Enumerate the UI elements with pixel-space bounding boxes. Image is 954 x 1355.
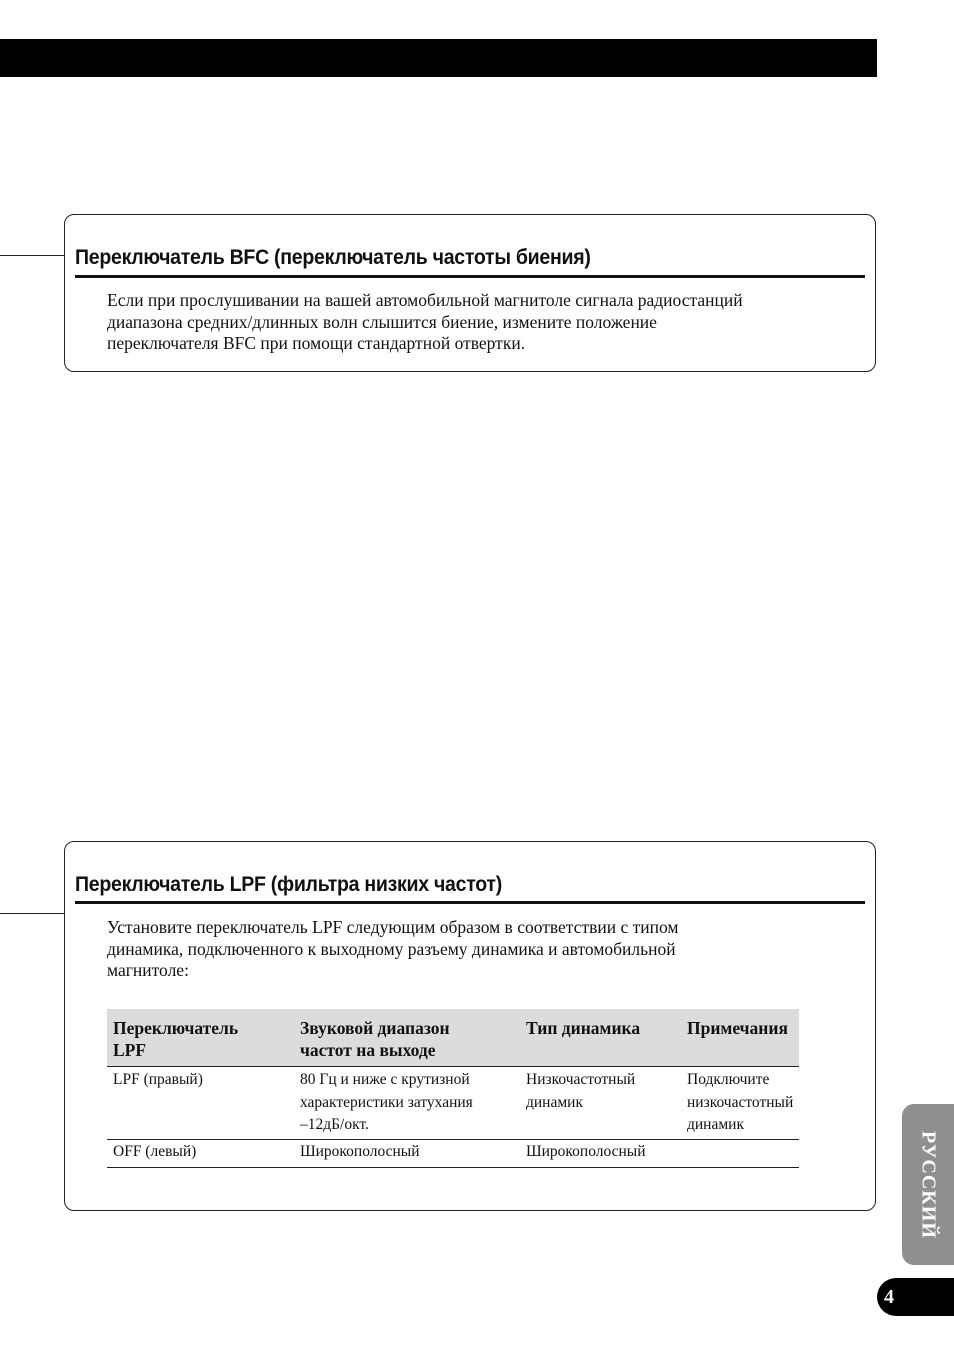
bfc-description [107,290,865,355]
text-line: Если при прослушивании на вашей автомобильной магнитоле сигнала радиостанций [107,290,743,310]
column-header-speaker-type: Тип динамика [520,1009,681,1067]
cell-notes: Подключите низкочастотный динамик [681,1067,799,1140]
cell-switch: LPF (правый) [107,1067,294,1140]
text-line: переключателя BFC при помощи стандартной отвертки. [107,333,526,353]
lpf-switch-section [64,841,876,1211]
page-number-tab [877,1278,954,1316]
cell-speaker-type: Низкочастотный динамик [520,1067,681,1140]
lpf-section-title: Переключатель LPF (фильтра низких частот) [75,873,502,896]
table-row [107,1139,799,1168]
lpf-settings-table [107,1009,799,1168]
table-header-row [107,1009,799,1067]
cell-speaker-type: Широкополосный [520,1139,681,1168]
bfc-section-title: Переключатель BFC (переключатель частоты биения) [75,246,591,269]
cell-switch: OFF (левый) [107,1139,294,1168]
page-number: 4 [884,1286,894,1308]
cell-output-range: 80 Гц и ниже с крутизной характеристики затухания –12дБ/окт. [294,1067,520,1140]
top-header-bar [0,39,877,77]
text-line: динамика, подключенного к выходному разъему динамика и автомобильной [107,938,676,959]
text-line: магнитоле: [107,960,189,980]
section-lead-line [0,913,64,914]
lpf-description [107,917,865,982]
column-header-output-range: Звуковой диапазон частот на выходе [294,1009,520,1067]
text-line: Установите переключатель LPF следующим образом в соответствии с типом [107,917,679,937]
language-side-tab [902,1104,954,1265]
column-header-notes: Примечания [681,1009,799,1067]
bfc-switch-section [64,214,876,372]
text-line: диапазона средних/длинных волн слышится биение, измените положение [107,311,657,332]
language-label: РУССКИЙ [917,1130,940,1239]
column-header-switch: Переключатель LPF [107,1009,294,1067]
table-row [107,1067,799,1140]
cell-output-range: Широкополосный [294,1139,520,1168]
title-rule [75,901,865,904]
title-rule [75,275,865,278]
section-lead-line [0,255,64,256]
cell-notes [681,1139,799,1168]
